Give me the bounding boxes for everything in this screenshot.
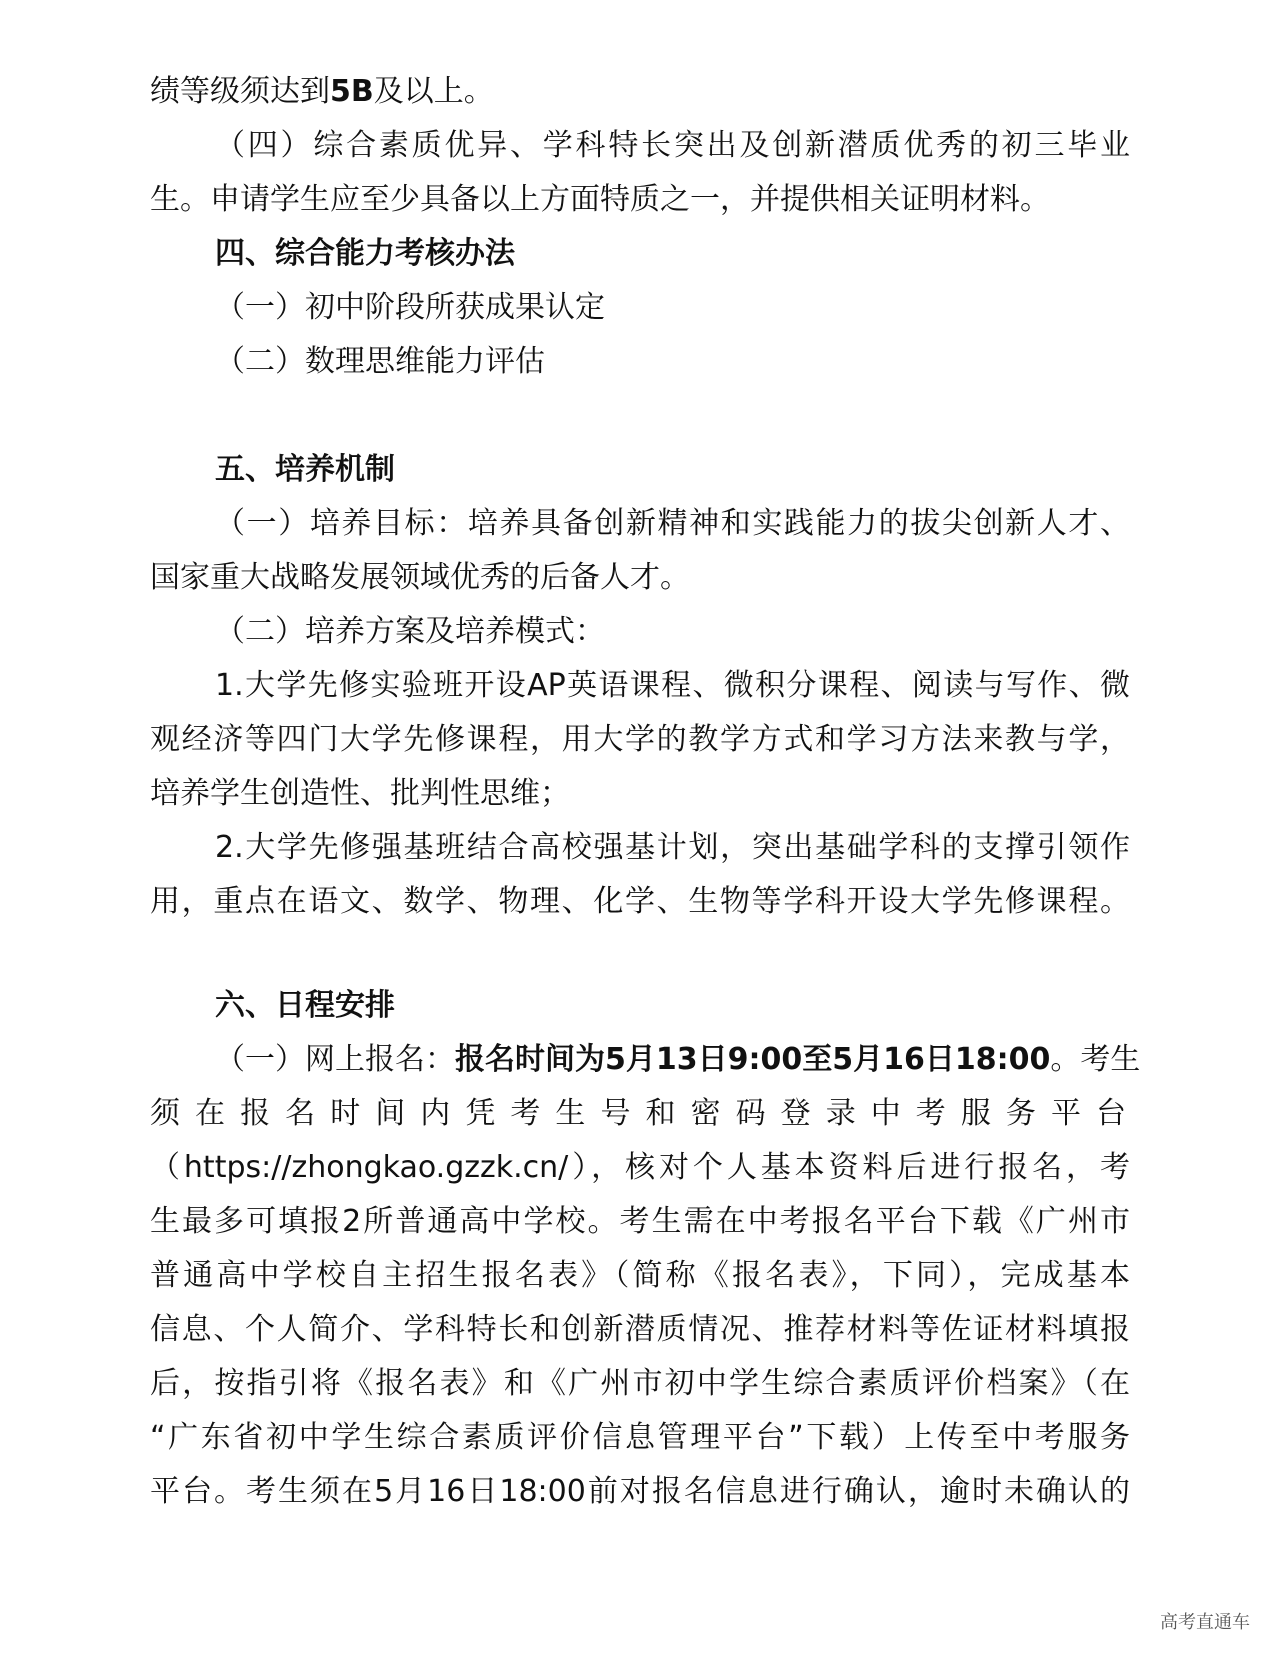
text-run: 及以上。 (373, 74, 494, 109)
text-run: 绩等级须达到 (150, 74, 330, 109)
paragraph-line: 须在报名时间内凭考生号和密码登录中考服务平台 (150, 1096, 1130, 1131)
paragraph-line: 生。申请学生应至少具备以上方面特质之一，并提供相关证明材料。 (150, 182, 1050, 217)
paragraph-line: （二）数理思维能力评估 (215, 344, 545, 379)
paragraph-line: 平台。考生须在5月16日18:00前对报名信息进行确认，逾时未确认的 (150, 1474, 1130, 1509)
bold-run: 报名时间为5月13日9:00至5月16日18:00 (455, 1042, 1051, 1077)
paragraph-line: “广东省初中学生综合素质评价信息管理平台”下载）上传至中考服务 (150, 1420, 1130, 1455)
paragraph-line: （https://zhongkao.gzzk.cn/），核对个人基本资料后进行报名，考 (150, 1150, 1130, 1185)
section-heading: 五、培养机制 (215, 452, 395, 487)
section-heading: 六、日程安排 (215, 988, 395, 1023)
paragraph-line (150, 72, 1130, 112)
watermark-text: 高考直通车 (1160, 1612, 1250, 1633)
paragraph-line: 用，重点在语文、数学、物理、化学、生物等学科开设大学先修课程。 (150, 884, 1130, 919)
paragraph-line: （一）初中阶段所获成果认定 (215, 290, 605, 325)
paragraph-line: （四）综合素质优异、学科特长突出及创新潜质优秀的初三毕业 (215, 128, 1130, 163)
bold-run: 5B (330, 74, 374, 109)
paragraph-line: 观经济等四门大学先修课程，用大学的教学方式和学习方法来教与学， (150, 722, 1130, 757)
paragraph-line: 1.大学先修实验班开设AP英语课程、微积分课程、阅读与写作、微 (215, 668, 1130, 703)
paragraph-line: 培养学生创造性、批判性思维； (150, 776, 570, 811)
paragraph-line: 后，按指引将《报名表》和《广州市初中学生综合素质评价档案》（在 (150, 1366, 1130, 1401)
paragraph-line: 普通高中学校自主招生报名表》（简称《报名表》，下同），完成基本 (150, 1258, 1130, 1293)
paragraph-line (215, 1040, 1141, 1080)
paragraph-line: 生最多可填报2所普通高中学校。考生需在中考报名平台下载《广州市 (150, 1204, 1130, 1239)
text-run: 。考生 (1050, 1042, 1141, 1077)
paragraph-line: 国家重大战略发展领域优秀的后备人才。 (150, 560, 690, 595)
text-run: （一）网上报名： (215, 1042, 455, 1077)
paragraph-line: （二）培养方案及培养模式： (215, 614, 605, 649)
paragraph-line: （一）培养目标：培养具备创新精神和实践能力的拔尖创新人才、 (215, 506, 1130, 541)
section-heading: 四、综合能力考核办法 (215, 236, 515, 271)
paragraph-line: 2.大学先修强基班结合高校强基计划，突出基础学科的支撑引领作 (215, 830, 1130, 865)
paragraph-line: 信息、个人简介、学科特长和创新潜质情况、推荐材料等佐证材料填报 (150, 1312, 1130, 1347)
